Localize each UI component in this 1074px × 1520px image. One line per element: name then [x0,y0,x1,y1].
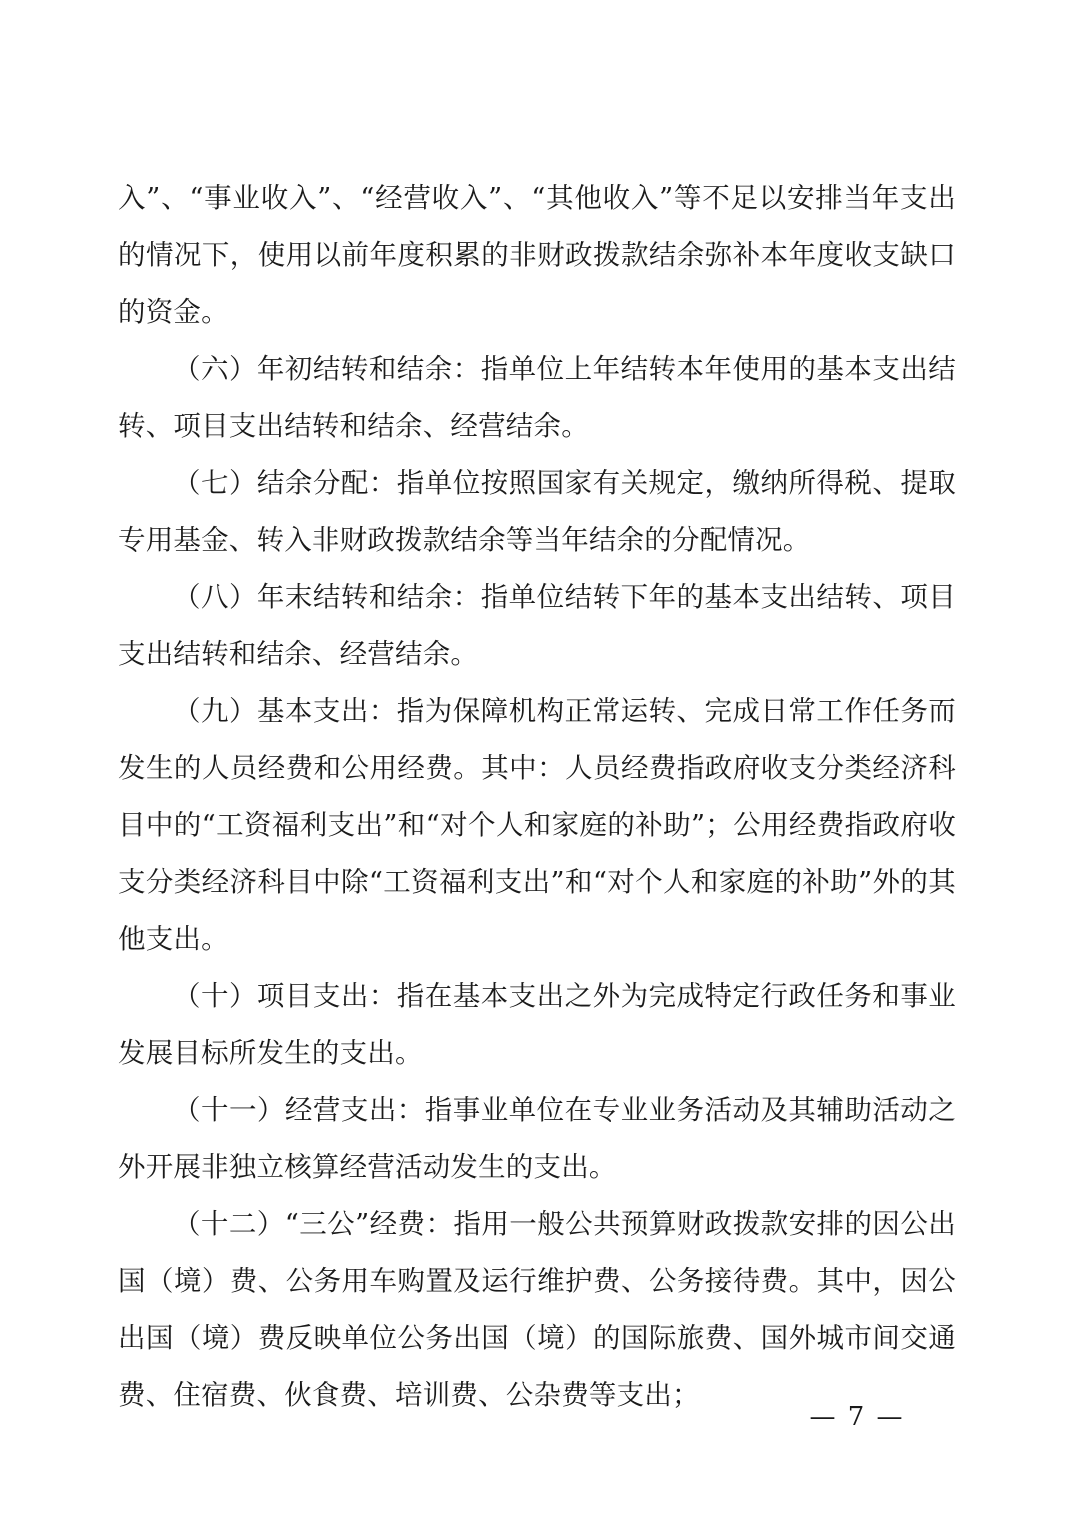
paragraph: （八）年末结转和结余：指单位结转下年的基本支出结转、项目支出结转和结余、经营结余。 [118,581,956,670]
page-number-label: — 7 — [809,1402,905,1432]
paragraph: （十二）“三公”经费：指用一般公共预算财政拨款安排的因公出国（境）费、公务用车购置及运行维护费、公务接待费。其中，因公出国（境）费反映单位公务出国（境）的国际旅费、国外城市间交通费、住宿费、伙食费、培训费、公杂费等支出； [118,1208,956,1411]
document-body [118,170,956,1424]
paragraph: （七）结余分配：指单位按照国家有关规定，缴纳所得税、提取专用基金、转入非财政拨款结余等当年结余的分配情况。 [118,467,956,556]
paragraph: （十一）经营支出：指事业单位在专业业务活动及其辅助活动之外开展非独立核算经营活动发生的支出。 [118,1094,956,1183]
paragraph: 入”、“事业收入”、“经营收入”、“其他收入”等不足以安排当年支出的情况下，使用以前年度积累的非财政拨款结余弥补本年度收支缺口的资金。 [118,182,956,328]
paragraph: （六）年初结转和结余：指单位上年结转本年使用的基本支出结转、项目支出结转和结余、经营结余。 [118,353,956,442]
page-number [0,1402,1074,1432]
paragraph: （九）基本支出：指为保障机构正常运转、完成日常工作任务而发生的人员经费和公用经费。其中：人员经费指政府收支分类经济科目中的“工资福利支出”和“对个人和家庭的补助”；公用经费指政府收支分类经济科目中除“工资福利支出”和“对个人和家庭的补助”外的其他支出。 [118,695,956,955]
paragraph: （十）项目支出：指在基本支出之外为完成特定行政任务和事业发展目标所发生的支出。 [118,980,956,1069]
